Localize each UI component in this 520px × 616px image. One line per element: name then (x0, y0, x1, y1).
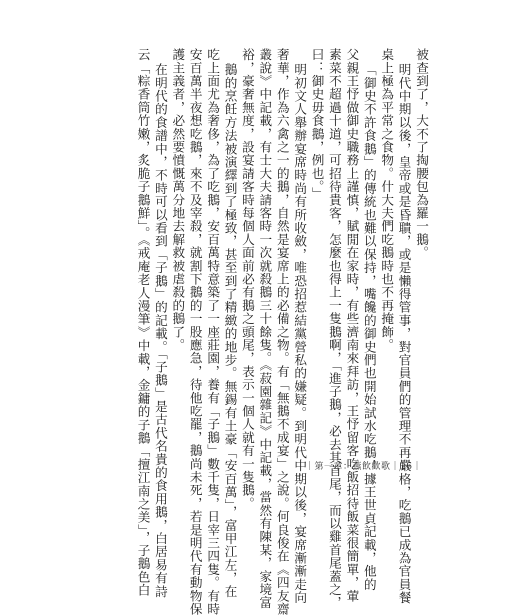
text-column: 被查到了，大不了掏腰包為羅一鵝。 (414, 48, 429, 260)
text-column: 叢說》中記載，有士大夫請客時一次就殺鵝三十餘隻。《菽園雜記》中記載，當然有陳某，家境富 (257, 48, 273, 610)
text-column: 桌上極為平常之食物。什大夫們吃鵝時也不再掩飾。 (379, 48, 395, 352)
text-column: 云「粽香筒竹嫩，炙脆子鵝鮮」。《戒庵老人漫筆》中載，金鏞的子鵝「擅江南之美」，子鵝色白 (135, 48, 151, 597)
page-footer: ｜第一章：燕飲歡歌｜16｜ (305, 462, 422, 472)
text-column: 曰：御史毋食鵝，例也。」 (309, 48, 325, 201)
text-column: 素菜不超過十道，可招待貴客，怎麼也得上一隻鵝啊，「進子鵝，必去其首尾，而以雞首尾蓋之， (326, 48, 342, 610)
text-column: 安百萬半夜想吃鵝，來不及宰殺，就割下鵝的一股應急，待他吃罷，鵝尚未死，若是明代有動物保 (187, 48, 203, 616)
text-column: 在明代的食譜中，不時可以看到「子鵝」的記載。「子鵝」是古代名貴的食用鵝，白居易有詩 (152, 63, 168, 599)
text-column: 明代中期以後，皇帝或是昏聵，或是懶得管事，對官員們的管理不再嚴格，吃鵝已成為官員餐 (396, 63, 412, 605)
text-column: 吃上面尤為奢侈，為了吃鵝，安百萬特意築了一座莊園，養有「子鵝」數千隻，日宰三四隻。有時 (205, 48, 221, 616)
text-column: 裕，豪奢無度，設宴請客時每個人面前必有鵝之頭尾，表示一個人就有一隻鵝。 (239, 48, 255, 510)
text-column: 明初文人舉辦宴席時尚有所收斂，唯恐招惹結黨營私的嫌疑。到明代中期以後，宴席漸漸走向 (292, 63, 308, 605)
text-column: 鵝的烹飪方法被演繹到了極致，甚至到了精緻的地步。無錫有土豪「安百萬」，富甲江左，在 (222, 63, 238, 599)
text-column: 奢華，作為六禽之一的鵝，自然是宴席上的必備之物。有「無鵝不成宴」之說。何良俊在《四友齋 (274, 48, 290, 616)
text-column: 護主義者，必然要憤慨萬分地去解救被虐殺的鵝了。 (170, 48, 186, 352)
text-column: 「御史不許食鵝」的傳統也難以保持，嘴饞的御史們也開始試水吃鵝，據王世貞記載，他的 (361, 63, 377, 592)
text-column: 父親王忬做御史職務上謹慎，賦閒在家時，有些濟南來拜訪，王忬留客吃飯招待飯菜很簡單，葷 (344, 48, 360, 603)
